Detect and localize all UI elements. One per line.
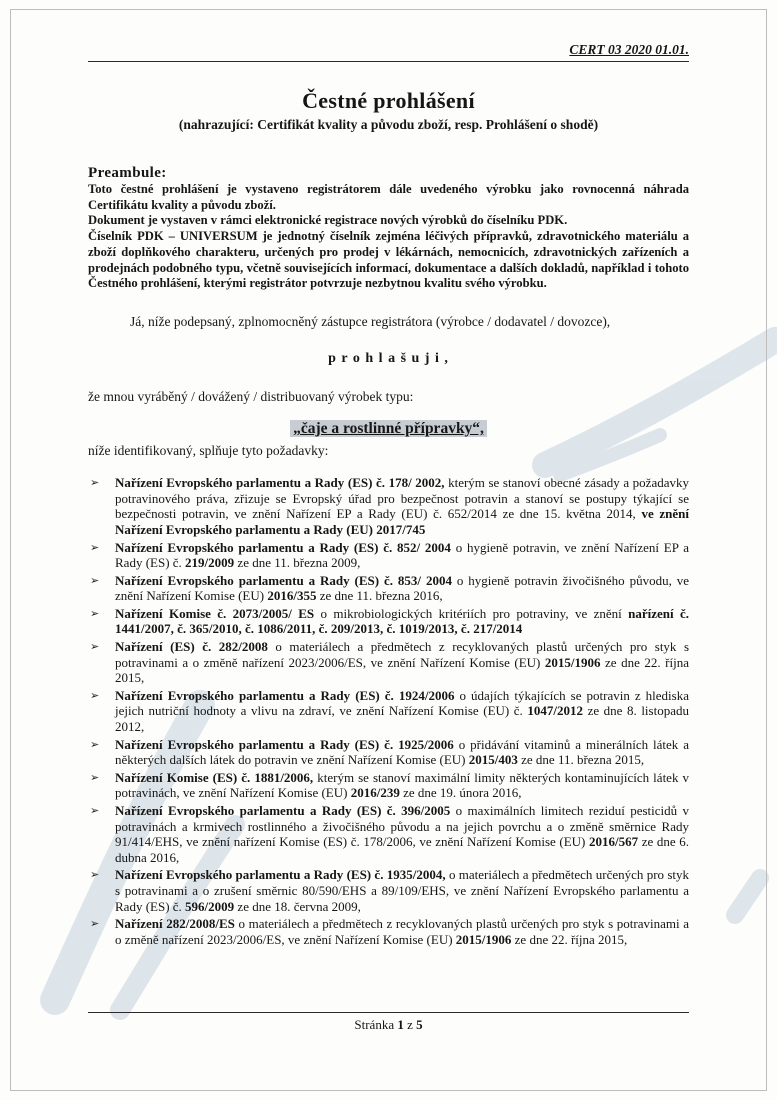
requirement-item (88, 573, 689, 604)
preamble-paragraph: Toto čestné prohlášení je vystaveno registrátorem dále uvedeného výrobku jako rovnocenná náhrada Certifikátu kvality a původu zboží. (88, 182, 689, 212)
arrow-bullet-icon: ➢ (90, 540, 100, 554)
requirement-text: Nařízení (ES) č. 282/2008 o materiálech a předmětech z recyklovaných plastů určených pro styk s potravinami a o změně nařízení 2023/2006/ES, ve znění Nařízení Komise (EU) 2015/1906 ze dne 22. října 2015, (115, 639, 690, 686)
preamble-heading: Preambule: (88, 165, 167, 181)
requirement-text: Nařízení 282/2008/ES o materiálech a předmětech z recyklovaných plastů určených pro styk s potravinami a o změně nařízení 2023/2006/ES, ve znění Nařízení Komise (EU) 2015/1906 ze dne 22. října 2015, (115, 916, 689, 947)
footer-total-pages: 5 (416, 1017, 423, 1032)
arrow-bullet-icon: ➢ (90, 640, 100, 654)
requirement-item (88, 688, 689, 735)
product-type-line (88, 420, 689, 438)
header-ref: CERT 03 2020 01.01. (569, 42, 689, 57)
requirement-text: Nařízení Evropského parlamentu a Rady (ES) č. 852/ 2004 o hygieně potravin, ve znění Nařízení EP a Rady (ES) č. 219/2009 ze dne 11. března 2009, (115, 539, 690, 571)
preamble-paragraph: Dokument je vystaven v rámci elektronické registrace nových výrobků do číselníku PDK. (88, 213, 568, 228)
arrow-bullet-icon: ➢ (90, 573, 100, 587)
page-footer (88, 1012, 689, 1033)
requirement-text: Nařízení Komise č. 2073/2005/ ES o mikrobiologických kritériích pro potraviny, ve znění nařízení č. 1441/2007, č. 365/2010, č. 1086/2011, č. 209/2013, č. 1019/2013, č. 217/2014 (115, 605, 689, 637)
declare-word: p r o h l a š u j i , (328, 351, 449, 367)
footer-separator: z (403, 1017, 417, 1032)
product-type-highlight: „čaje a rostlinné přípravky“, (290, 420, 487, 437)
requirement-text: Nařízení Evropského parlamentu a Rady (ES) č. 178/ 2002, kterým se stanoví obecné zásady a požadavky potravinového práva, zřizuje se Evropský úřad pro bezpečnost potravin a stanoví se postupy týkající se bezpečnosti potravin, ve znění Nařízení EP a Rady (EU) č. 652/2014 ze dne 15. května 2014, ve znění Nařízení Evropského parlamentu a Rady (EU) 2017/745 (115, 475, 689, 537)
page-title: Čestné prohlášení (302, 88, 475, 113)
requirement-item (88, 737, 689, 768)
footer-label: Stránka (354, 1017, 398, 1032)
arrow-bullet-icon: ➢ (90, 770, 100, 784)
requirement-text: Nařízení Evropského parlamentu a Rady (ES) č. 1925/2006 o přidávání vitaminů a minerálních látek a některých dalších látek do potravin ve znění Nařízení Komise (EU) 2015/403 ze dne 11. března 2015, (115, 736, 690, 768)
product-line: že mnou vyráběný / dovážený / distribuovaný výrobek typu: (88, 389, 414, 405)
arrow-bullet-icon: ➢ (90, 476, 100, 490)
preamble-paragraph: Číselník PDK – UNIVERSUM je jednotný číselník zejména léčivých přípravků, zdravotnického materiálu a zboží doplňkového charakteru, určených pro prodej v lékárnách, nemocnicích, zdravotnických zařízeních a prodejnách podobného typu, včetně souvisejících informací, dokumentace a dalších dokladů, například i tohoto Čestného prohlášení, kterými registrátor potvrzuje nezbytnou kvalitu svého výrobku. (88, 229, 689, 291)
requirement-item (88, 803, 689, 865)
requirement-text: Nařízení Komise (ES) č. 1881/2006, kterým se stanoví maximální limity některých kontaminujících látek v potravinách, ve znění Nařízení Komise (EU) 2016/239 ze dne 19. února 2016, (115, 769, 689, 801)
page-subtitle: (nahrazující: Certifikát kvality a původu zboží, resp. Prohlášení o shodě) (178, 117, 599, 132)
requirement-text: Nařízení Evropského parlamentu a Rady (ES) č. 853/ 2004 o hygieně potravin živočišného původu, ve znění Nařízení Komise (EU) 2016/355 ze dne 11. března 2016, (115, 572, 690, 604)
requirement-item (88, 770, 689, 801)
requirement-item (88, 916, 689, 947)
preamble (88, 182, 689, 292)
arrow-bullet-icon: ➢ (90, 917, 100, 931)
requirement-item (88, 606, 689, 637)
requirement-text: Nařízení Evropského parlamentu a Rady (ES) č. 1924/2006 o údajích týkajících se potravin z hlediska jejich nutriční hodnoty a vlivu na zdraví, ve znění Nařízení Komise (EU) č. 1047/2012 ze dne 8. listopadu 2012, (115, 687, 689, 735)
footer-page-number: 1 (397, 1017, 404, 1032)
requirement-item (88, 639, 689, 686)
document-header (88, 42, 689, 62)
requirement-item (88, 475, 689, 537)
arrow-bullet-icon: ➢ (90, 868, 100, 882)
requirements-list (88, 475, 689, 947)
arrow-bullet-icon: ➢ (90, 688, 100, 702)
requirement-item (88, 540, 689, 571)
product-follow-line: níže identifikovaný, splňuje tyto požadavky: (88, 443, 329, 459)
arrow-bullet-icon: ➢ (90, 737, 100, 751)
arrow-bullet-icon: ➢ (90, 804, 100, 818)
intro-line: Já, níže podepsaný, zplnomocněný zástupce registrátora (výrobce / dodavatel / dovozce), (130, 314, 611, 330)
requirement-text: Nařízení Evropského parlamentu a Rady (ES) č. 1935/2004, o materiálech a předmětech určených pro styk s potravinami a o zrušení směrnic 80/590/EHS a 89/109/EHS, ve znění Nařízení Evropského parlamentu a Rady (ES) č. 596/2009 ze dne 18. června 2009, (115, 867, 690, 914)
arrow-bullet-icon: ➢ (90, 606, 100, 620)
requirement-item (88, 867, 689, 914)
requirement-text: Nařízení Evropského parlamentu a Rady (ES) č. 396/2005 o maximálních limitech reziduí pesticidů v potravinách a krmivech rostlinného a živočišného původu a na jejich povrchu a o změně směrnice Rady 91/414/EHS, ve znění nařízení Komise (ES) č. 178/2006, ve znění Nařízení Komise (EU) 2016/567 ze dne 6. dubna 2016, (115, 803, 690, 865)
